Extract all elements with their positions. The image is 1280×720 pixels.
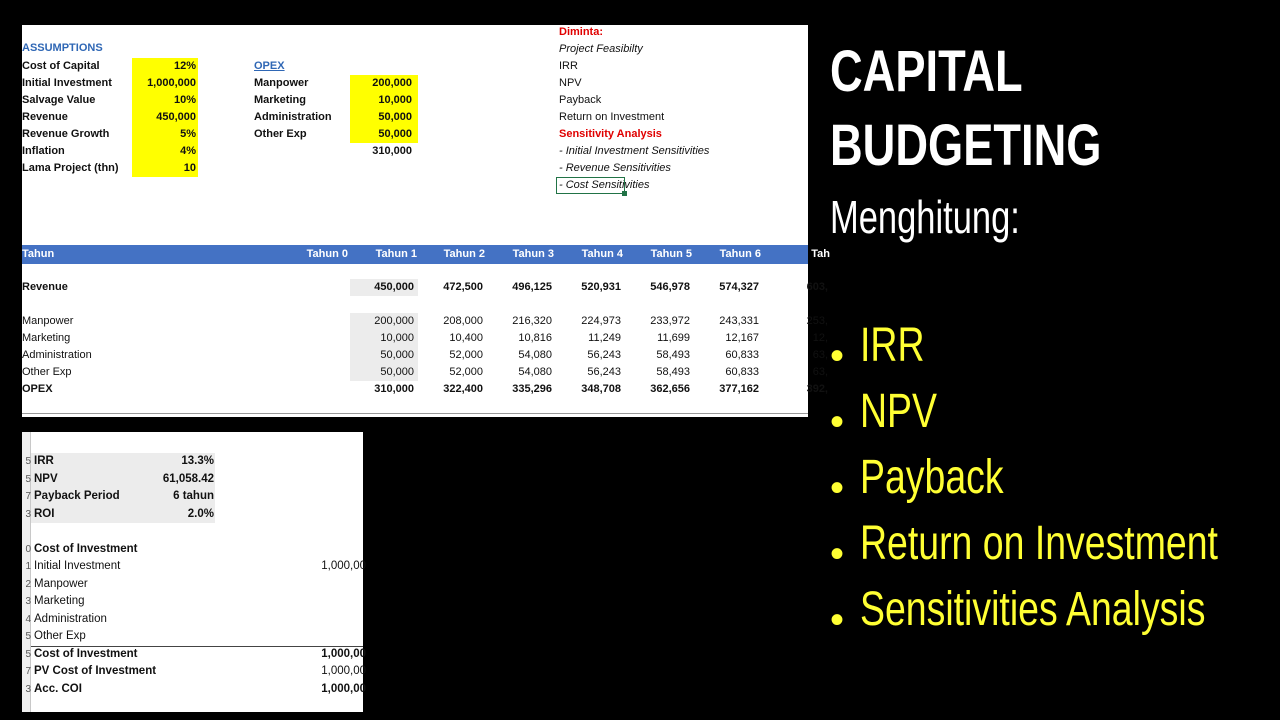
assumption-label: Revenue: [22, 111, 68, 123]
coi-item-label: Marketing: [34, 595, 85, 607]
diminta-item: Project Feasibilty: [559, 43, 643, 55]
metric-label: ROI: [34, 507, 55, 520]
diminta-item: NPV: [559, 77, 582, 89]
revenue-row-value[interactable]: 574,327: [719, 281, 759, 293]
cost-row-value[interactable]: 10,000: [380, 332, 414, 344]
opex-value[interactable]: 50,000: [378, 111, 412, 123]
metric-label: IRR: [34, 455, 54, 467]
revenue-row-value[interactable]: 472,500: [443, 281, 483, 293]
selected-cell[interactable]: [556, 177, 625, 194]
cost-row-value[interactable]: 63,: [812, 366, 828, 378]
cost-row-value[interactable]: 54,080: [518, 349, 552, 361]
total-label: Acc. COI: [34, 682, 82, 695]
cost-row-value[interactable]: 253,: [806, 315, 828, 327]
totals-divider: [31, 646, 363, 647]
diminta-item: Payback: [559, 94, 602, 106]
cost-row-value[interactable]: 243,331: [719, 315, 759, 327]
coi-item-value[interactable]: [282, 611, 366, 629]
metric-value[interactable]: 2.0%: [187, 507, 214, 520]
opex-total[interactable]: 310,000: [372, 145, 412, 157]
total-value[interactable]: 1,000,00: [321, 647, 366, 660]
row-number: 5: [25, 648, 31, 660]
metric-value[interactable]: 61,058.42: [162, 472, 214, 485]
bullet-text: NPV: [860, 385, 937, 438]
fill-handle[interactable]: [622, 191, 627, 196]
metric-value[interactable]: 13.3%: [181, 455, 214, 467]
opex-label: Marketing: [254, 94, 306, 106]
coi-title: Cost of Investment: [34, 542, 138, 555]
metric-value[interactable]: 6 tahun: [173, 490, 214, 502]
opex-label: Manpower: [254, 77, 309, 89]
row-number: 4: [25, 613, 31, 625]
opex-value[interactable]: 50,000: [378, 128, 412, 140]
opex-label: Other Exp: [254, 128, 307, 140]
cost-row-label: Administration: [22, 349, 92, 361]
assumption-value[interactable]: 5%: [180, 128, 196, 140]
cost-row-value[interactable]: 56,243: [587, 349, 621, 361]
revenue-row-value[interactable]: 546,978: [650, 281, 690, 293]
row-number: 7: [25, 491, 31, 502]
coi-item-label: Manpower: [34, 577, 88, 590]
row-number: 5: [25, 473, 31, 485]
sensitivity-item: - Cost Sensitivities: [559, 179, 650, 191]
coi-item-label: Administration: [34, 612, 107, 625]
row-number: 3: [25, 508, 31, 520]
opex-total-row-value[interactable]: 310,000: [374, 383, 414, 395]
cost-row-value[interactable]: 56,243: [587, 366, 621, 378]
diminta-item: IRR: [559, 60, 578, 72]
cost-row-value[interactable]: 58,493: [656, 366, 690, 378]
opex-total-row-value[interactable]: 335,296: [512, 383, 552, 395]
assumption-label: Revenue Growth: [22, 128, 110, 140]
cost-row-value[interactable]: 10,400: [449, 332, 483, 344]
cost-row-value[interactable]: 60,833: [725, 366, 759, 378]
total-label: PV Cost of Investment: [34, 665, 157, 677]
cost-row-value[interactable]: 208,000: [443, 315, 483, 327]
year-header: Tah: [811, 248, 830, 260]
year-header: Tahun 5: [650, 248, 692, 260]
cost-row-value[interactable]: 11,699: [657, 332, 690, 344]
opex-total-row-value[interactable]: 392,: [806, 383, 828, 395]
coi-item-label: Other Exp: [34, 630, 86, 642]
assumption-value[interactable]: 12%: [173, 60, 196, 72]
total-value[interactable]: 1,000,00: [321, 682, 366, 695]
cost-row-value[interactable]: 216,320: [512, 315, 552, 327]
diminta-item: Return on Investment: [559, 111, 665, 123]
metric-label: Payback Period: [34, 490, 120, 502]
coi-item-value[interactable]: [282, 576, 366, 594]
bullet-text: IRR: [860, 319, 925, 372]
assumption-label: Lama Project (thn): [22, 162, 119, 174]
row-number: 3: [25, 683, 31, 695]
bullet-text: Sensitivities Analysis: [860, 583, 1206, 636]
slide-subtitle: Menghitung:: [830, 191, 1020, 243]
opex-total-row-value[interactable]: 322,400: [443, 383, 483, 395]
cost-row-value[interactable]: 200,000: [374, 315, 414, 327]
assumption-label: Inflation: [22, 145, 65, 157]
row-number: 2: [25, 578, 31, 590]
revenue-row-value[interactable]: 496,125: [512, 281, 552, 293]
assumption-value[interactable]: 4%: [180, 145, 196, 157]
row-number: 3: [25, 596, 31, 607]
cost-row-value[interactable]: 50,000: [380, 366, 414, 378]
metric-label: NPV: [34, 472, 58, 485]
row-number: 5: [25, 456, 31, 467]
cost-row-value[interactable]: 63,: [812, 349, 828, 361]
coi-item-label: Initial Investment: [34, 560, 121, 572]
cost-row-value[interactable]: 10,816: [518, 332, 552, 344]
spreadsheet-top: [22, 25, 830, 417]
cost-row-label: Marketing: [22, 332, 71, 344]
cost-row-value[interactable]: 50,000: [380, 349, 414, 361]
bullet-dot-icon: •: [830, 400, 845, 444]
cost-row-label: Other Exp: [22, 366, 72, 378]
bullet-dot-icon: •: [830, 334, 845, 378]
cost-row-value[interactable]: 233,972: [650, 315, 690, 327]
assumption-value[interactable]: 450,000: [156, 111, 196, 123]
opex-total-row-label: OPEX: [22, 383, 53, 395]
sensitivity-title: Sensitivity Analysis: [559, 128, 662, 140]
opex-value[interactable]: 200,000: [372, 77, 412, 89]
slide-title-line1: CAPITAL: [830, 39, 1023, 104]
assumption-label: Salvage Value: [22, 94, 96, 106]
year-header: Tahun 0: [306, 248, 348, 260]
assumption-value[interactable]: 10: [183, 162, 196, 174]
year-header: Tahun 1: [375, 248, 417, 260]
opex-total-row-value[interactable]: 362,656: [650, 383, 690, 395]
cost-row-value[interactable]: 52,000: [449, 349, 483, 361]
coi-item-value[interactable]: [282, 628, 366, 646]
cost-row-value[interactable]: 224,973: [581, 315, 621, 327]
sensitivity-item: - Revenue Sensitivities: [559, 162, 671, 174]
cost-row-value[interactable]: 12,: [812, 332, 828, 344]
bullet-text: Payback: [860, 451, 1004, 504]
year-header: Tahun 6: [719, 248, 761, 260]
bottom-border: [22, 413, 808, 414]
bullet-dot-icon: •: [830, 532, 845, 576]
bullet-text: Return on Investment: [860, 517, 1218, 570]
spreadsheet-results: [22, 432, 366, 712]
assumption-value[interactable]: 10%: [173, 94, 196, 106]
revenue-row-value[interactable]: 603,: [806, 281, 828, 293]
cost-row-value[interactable]: 11,249: [588, 332, 621, 344]
opex-total-row-value[interactable]: 348,708: [581, 383, 621, 395]
bullet-dot-icon: •: [830, 598, 845, 642]
cost-row-label: Manpower: [22, 315, 74, 327]
year-header: Tahun 3: [512, 248, 554, 260]
assumptions-title: ASSUMPTIONS: [22, 42, 103, 54]
cost-row-value[interactable]: 54,080: [518, 366, 552, 378]
cost-row-value[interactable]: 58,493: [656, 349, 690, 361]
bullet-dot-icon: •: [830, 466, 845, 510]
opex-total-row-value[interactable]: 377,162: [719, 383, 759, 395]
year-header-row: [22, 245, 830, 264]
total-value[interactable]: 1,000,00: [321, 665, 366, 677]
revenue-row-value[interactable]: 450,000: [374, 281, 414, 293]
opex-value[interactable]: 10,000: [378, 94, 412, 106]
row-number: 5: [25, 631, 31, 642]
row-number: 1: [25, 561, 31, 572]
assumption-label: Initial Investment: [22, 77, 112, 89]
opex-label: Administration: [254, 111, 332, 123]
diminta-title: Diminta:: [559, 26, 603, 38]
year-header: Tahun 4: [581, 248, 623, 260]
cost-row-value[interactable]: 60,833: [725, 349, 759, 361]
row-number-column: [22, 432, 31, 712]
header-tahun: Tahun: [22, 248, 55, 260]
total-label: Cost of Investment: [34, 647, 138, 660]
assumption-label: Cost of Capital: [22, 60, 100, 72]
assumption-value[interactable]: 1,000,000: [147, 77, 196, 89]
year-header: Tahun 2: [443, 248, 485, 260]
row-number: 0: [25, 543, 31, 555]
sensitivity-item: - Initial Investment Sensitivities: [559, 145, 710, 157]
cost-row-value[interactable]: 12,167: [725, 332, 759, 344]
revenue-row-label: Revenue: [22, 281, 68, 293]
revenue-row-value[interactable]: 520,931: [581, 281, 621, 293]
cost-row-value[interactable]: 52,000: [449, 366, 483, 378]
coi-item-value[interactable]: 1,000,00: [321, 560, 366, 572]
opex-title: OPEX: [254, 60, 285, 72]
row-number: 7: [25, 666, 31, 677]
slide-title-line2: BUDGETING: [830, 113, 1102, 178]
coi-item-value[interactable]: [282, 593, 366, 611]
